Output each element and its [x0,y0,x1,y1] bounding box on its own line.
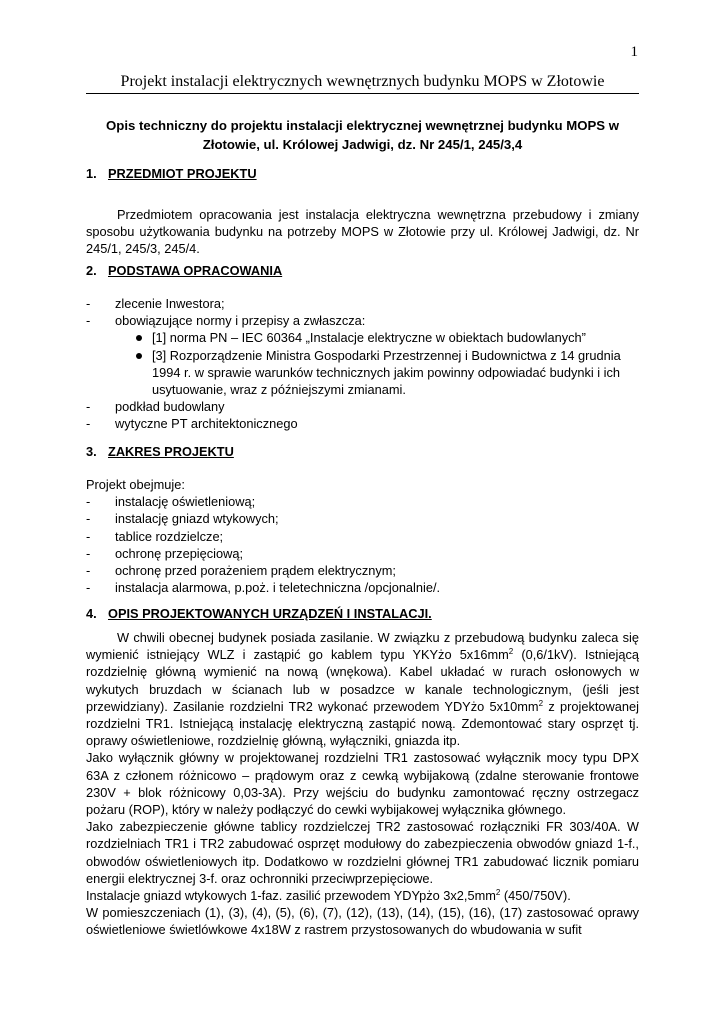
section-4 [86,605,639,622]
list-item: - podkład budowlany [86,398,639,415]
list-item-text: obowiązujące normy i przepisy a zwłaszcza: [115,313,366,329]
bullet-icon [136,353,142,359]
bullet-icon [136,335,142,341]
list-item: - zlecenie Inwestora; [86,295,639,312]
list-item: - ochronę przed porażeniem prądem elektrycznym; [86,562,639,579]
section-heading-text: ZAKRES PROJEKTU [108,444,234,459]
section-4-paragraph-3: Jako zabezpieczenie główne tablicy rozdzielczej TR2 zastosować rozłączniki FR 303/40A. W rozdzielniach TR1 i TR2 zabudować osprzęt modułowy do zabezpieczenia obwodów gniazd 1-f., obwodów oświetleniowych itp. Dodatkowo w rozdzielni głównej TR1 zabudować licznik pomiaru energii elektrycznej 3-f. oraz ochronniki przeciwprzepięciowe. [86,819,639,886]
bullet-item [86,329,639,346]
list-item: - wytyczne PT architektonicznego [86,415,639,432]
section-number: 4. [86,606,97,621]
list-item: - instalację oświetleniową; [86,493,639,510]
bullet-item [86,347,639,399]
section-3-heading [86,443,639,460]
title-line-1: Opis techniczny do projektu instalacji elektrycznej wewnętrznej budynku MOPS w [106,118,619,133]
section-4-paragraph-4 [86,887,639,904]
section-4-heading [86,605,639,622]
bullet-text: [1] norma PN – IEC 60364 „Instalacje elektryczne w obiektach budowlanych” [152,330,586,346]
document-title [86,116,639,154]
running-header: Projekt instalacji elektrycznych wewnętrznych budynku MOPS w Złotowie [86,73,639,94]
list-item [86,312,639,398]
section-2-list [86,295,639,433]
bullet-text: [3] Rozporządzenie Ministra Gospodarki Przestrzennej i Budownictwa z 14 grudnia 1994 r. w sprawie warunków technicznych jakim powinny odpowiadać budynki i ich usytuowanie, wraz z późniejszymi zmianami. [152,347,621,398]
text-run: z projektowanej rozdzielni TR1. Istniejącą instalację elektryczną zastąpić nową. Zdemontować stary osprzęt tj. oprawy oświetleniowe, rozdzielnię główną, wyłączniki, gniazda itp. [86,698,639,749]
section-number: 1. [86,166,97,181]
page-number: 1 [630,44,638,60]
section-2-heading [86,262,639,279]
text-run: (0,6/1kV). Istniejącą rozdzielnię główną wymienić na nową (wnękowa). Kabel układać w rurach osłonowych w wykutych bruzdach w ścianach lub w posadzce w kanale technologicznym, (jeśli jest przewidziany). Zasilanie rozdzielni TR2 wykonać przewodem YDYżo 5x10mm [86,647,639,714]
section-4-body [86,629,639,939]
section-3-intro: Projekt obejmuje: [86,477,185,492]
section-1 [86,165,639,182]
superscript: 2 [538,698,544,708]
list-item: - instalacja alarmowa, p.poż. i teletechniczna /opcjonalnie/. [86,579,639,596]
superscript: 2 [495,888,501,898]
section-4-paragraph-1 [86,629,639,749]
section-1-heading [86,165,639,182]
title-line-2: Złotowie, ul. Królowej Jadwigi, dz. Nr 245/1, 245/3,4 [202,137,523,152]
section-4-paragraph-2: Jako wyłącznik główny w projektowanej rozdzielni TR1 zastosować wyłącznik mocy typu DPX 63A z członem różnicowo – prądowym oraz z cewką wybijakową (zdalne sterowanie frontowe 230V + blok różnicowy 0,03-3A). Przy wejściu do budynku zamontować ręczny ostrzegacz pożaru (ROP), który w należy podłączyć do cewki wybijakowej wyłącznika głównego. [86,750,639,818]
list-item: - tablice rozdzielcze; [86,528,639,545]
list-item: - instalację gniazd wtykowych; [86,510,639,527]
section-3-body [86,476,639,596]
section-number: 3. [86,444,97,459]
section-number: 2. [86,263,97,278]
section-heading-text: OPIS PROJEKTOWANYCH URZĄDZEŃ I INSTALACJI. [108,606,432,621]
section-3 [86,443,639,460]
section-heading-text: PODSTAWA OPRACOWANIA [108,263,283,278]
section-2 [86,262,639,279]
text-run: Instalacje gniazd wtykowych 1-faz. zasilić przewodem YDYpżo 3x2,5mm [86,888,496,904]
superscript: 2 [508,647,514,657]
section-heading-text: PRZEDMIOT PROJEKTU [108,166,257,181]
section-1-paragraph: Przedmiotem opracowania jest instalacja elektryczna wewnętrzna przebudowy i zmiany sposobu użytkowania budynku na potrzeby MOPS w Złotowie przy ul. Królowej Jadwigi, dz. Nr 245/1, 245/3, 245/4. [86,207,639,257]
text-run: W chwili obecnej budynek posiada zasilanie. W związku z przebudową budynku zaleca się wymienić istniejący WLZ i zastąpić go kablem typu YKYżo 5x16mm [86,630,639,663]
section-4-paragraph-5: W pomieszczeniach (1), (3), (4), (5), (6), (7), (12), (13), (14), (15), (16), (17) zastosować oprawy oświetleniowe świetlówkowe 4x18W z rastrem przystosowanych do wbudowania w sufit [86,905,639,938]
text-run: (450/750V). [500,888,571,904]
list-item: - ochronę przepięciową; [86,545,639,562]
